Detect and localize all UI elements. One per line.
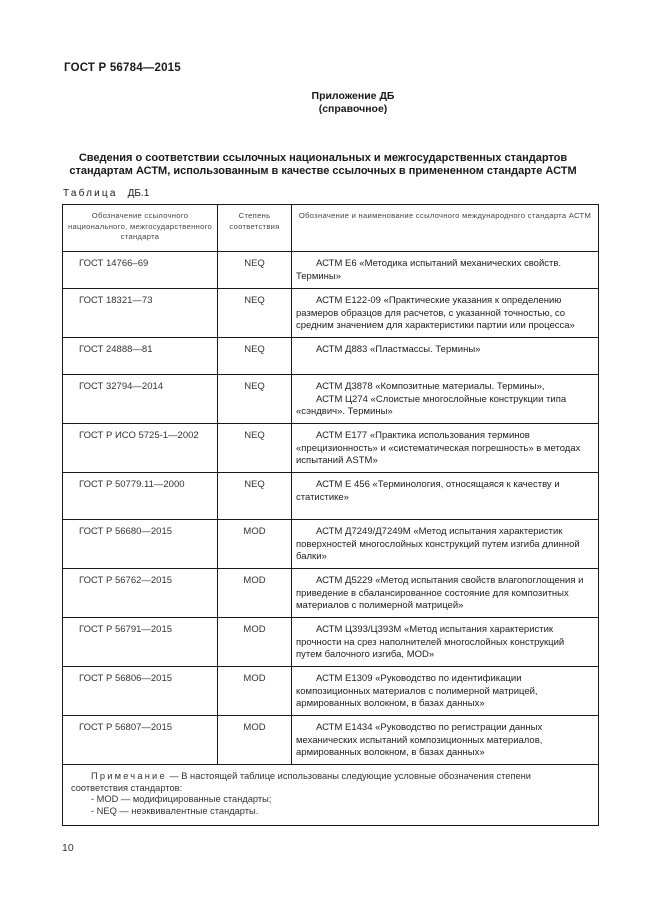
note-item-neq: - NEQ — неэквивалентные стандарты. <box>91 805 259 816</box>
column-header-national-standard: Обозначение ссылочного национального, межгосударственного стандарта <box>63 205 218 252</box>
national-standard-cell: ГОСТ Р 56680—2015 <box>63 520 218 569</box>
document-title <box>40 152 606 178</box>
degree-cell: NEQ <box>218 289 292 338</box>
table-row <box>63 424 599 473</box>
annex-subtitle: (справочное) <box>318 103 388 115</box>
column-header-degree: Степень соответствия <box>218 205 292 252</box>
annex-heading <box>0 90 646 116</box>
astm-standard-cell <box>292 716 599 765</box>
astm-text: АСТМ Д5229 «Метод испытания свойств влагопоглощения и приведение в сбалансированное состояние для композитных материалов с полимерной матрицей» <box>296 575 584 611</box>
astm-standard-cell <box>292 289 599 338</box>
table-caption-label: Таблица <box>63 188 118 199</box>
national-standard-cell: ГОСТ Р 56807—2015 <box>63 716 218 765</box>
document-id: ГОСТ Р 56784—2015 <box>64 62 181 74</box>
degree-cell: MOD <box>218 716 292 765</box>
astm-text: АСТМ Д883 «Пластмассы. Термины» <box>316 344 481 355</box>
table-caption-number: ДБ.1 <box>127 188 150 199</box>
national-standard-cell: ГОСТ 32794—2014 <box>63 375 218 424</box>
astm-standard-cell <box>292 473 599 520</box>
degree-cell: MOD <box>218 569 292 618</box>
table-row <box>63 338 599 375</box>
national-standard-cell: ГОСТ 18321—73 <box>63 289 218 338</box>
astm-text: АСТМ Е 456 «Терминология, относящаяся к качеству и статистике» <box>296 479 560 503</box>
astm-text: АСТМ Е122-09 «Практические указания к определению размеров образцов для расчетов, с указанной точностью, со средним значением для характеристики партии или процесса» <box>296 295 575 331</box>
note-item-mod: - MOD — модифицированные стандарты; <box>91 794 272 804</box>
table-row <box>63 667 599 716</box>
table-row <box>63 252 599 289</box>
astm-text: АСТМ Е177 «Практика использования терминов «прецизионность» и «систематическая погрешность» в методах испытаний ASTM» <box>296 430 581 466</box>
reference-standards-table <box>62 204 599 826</box>
degree-cell: NEQ <box>218 252 292 289</box>
astm-standard-cell <box>292 252 599 289</box>
national-standard-cell: ГОСТ Р 50779.11—2000 <box>63 473 218 520</box>
document-title-line-1: Сведения о соответствии ссылочных национальных и межгосударственных стандартов <box>78 152 568 164</box>
degree-cell: MOD <box>218 667 292 716</box>
national-standard-cell: ГОСТ Р 56762—2015 <box>63 569 218 618</box>
degree-cell: NEQ <box>218 473 292 520</box>
table-row <box>63 473 599 520</box>
astm-standard-cell <box>292 375 599 424</box>
astm-standard-cell <box>292 569 599 618</box>
table-row <box>63 375 599 424</box>
degree-cell: NEQ <box>218 375 292 424</box>
astm-standard-cell <box>292 618 599 667</box>
table-row <box>63 618 599 667</box>
table-note-row <box>63 765 599 826</box>
astm-text: АСТМ Е6 «Методика испытаний механических свойств. Термины» <box>296 258 562 282</box>
national-standard-cell: ГОСТ Р 56791—2015 <box>63 618 218 667</box>
column-header-astm-standard: Обозначение и наименование ссылочного международного стандарта АСТМ <box>292 205 599 252</box>
national-standard-cell: ГОСТ 14766–69 <box>63 252 218 289</box>
table-row <box>63 716 599 765</box>
annex-title: Приложение ДБ <box>311 90 395 102</box>
note-label: Примечание <box>91 771 167 781</box>
table-row <box>63 569 599 618</box>
table-row <box>63 520 599 569</box>
astm-text: АСТМ Д7249/Д7249М «Метод испытания характеристик поверхностей многослойных конструкций путем изгиба длинной балки» <box>296 526 580 562</box>
table-header-row <box>63 205 599 252</box>
note-paragraph <box>71 771 590 794</box>
table-caption <box>63 188 149 199</box>
table-note <box>63 765 599 826</box>
astm-standard-cell <box>292 667 599 716</box>
document-title-line-2: стандартам АСТМ, использованным в качестве ссылочных в примененном стандарте АСТМ <box>69 165 577 177</box>
astm-standard-cell <box>292 338 599 375</box>
astm-standard-cell <box>292 520 599 569</box>
astm-text-2: АСТМ Ц274 «Слоистые многослойные конструкции типа «сэндвич». Термины» <box>296 393 567 417</box>
astm-text: АСТМ Е1434 «Руководство по регистрации данных механических испытаний композиционных материалов, армированных волокном, в базах данных» <box>296 722 543 758</box>
degree-cell: NEQ <box>218 338 292 375</box>
national-standard-cell: ГОСТ 24888—81 <box>63 338 218 375</box>
table-row <box>63 289 599 338</box>
degree-cell: NEQ <box>218 424 292 473</box>
degree-cell: MOD <box>218 618 292 667</box>
national-standard-cell: ГОСТ Р 56806—2015 <box>63 667 218 716</box>
national-standard-cell: ГОСТ Р ИСО 5725-1—2002 <box>63 424 218 473</box>
astm-text: АСТМ Д3878 «Композитные материалы. Термины», <box>316 381 545 392</box>
astm-standard-cell <box>292 424 599 473</box>
astm-text: АСТМ Е1309 «Руководство по идентификации композиционных материалов с полимерной матрицей, армированных волокном, в базах данных» <box>296 673 538 709</box>
page-number: 10 <box>62 842 74 854</box>
degree-cell: MOD <box>218 520 292 569</box>
note-text: — В настоящей таблице использованы следующие условные обозначения степени соответствия стандартов: <box>71 771 531 793</box>
astm-text: АСТМ Ц393/Ц393М «Метод испытания характеристик прочности на срез наполнителей многослойных конструкций путем балочного изгиба, MOD» <box>296 624 565 660</box>
